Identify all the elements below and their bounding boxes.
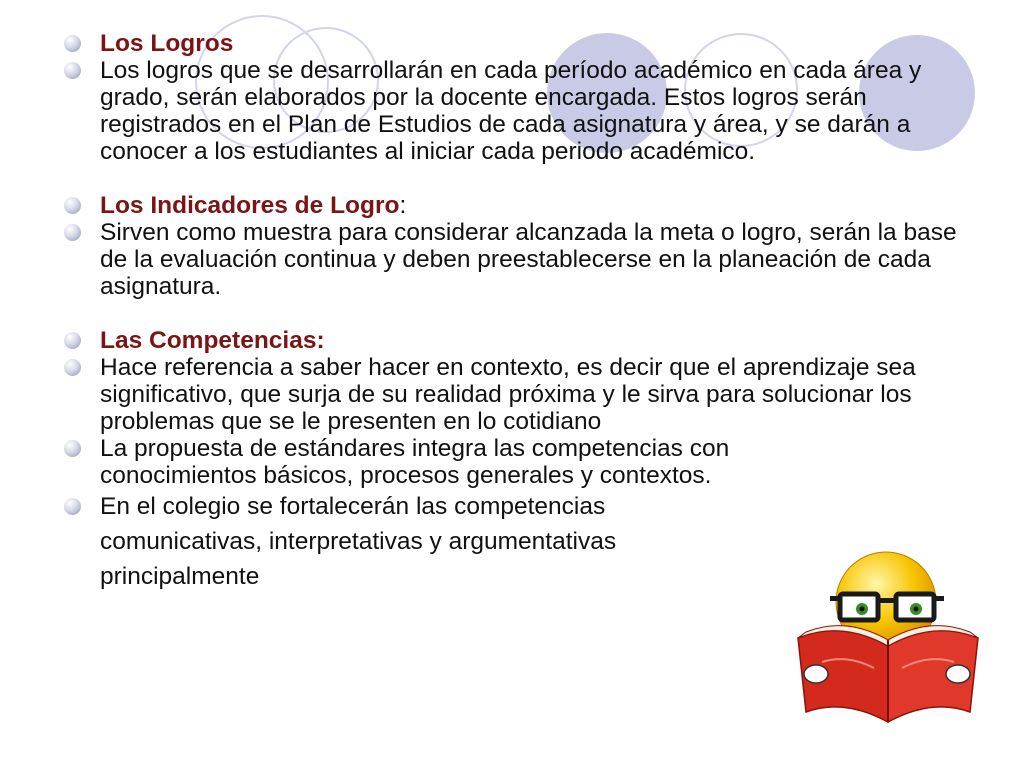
bullet-icon [64,498,81,515]
bullet-icon [64,224,81,241]
paragraph-competencias: Hace referencia a saber hacer en contexto, es decir que el aprendizaje sea significativo, que surja de su realidad próxima y le sirva para solucionar los problemas que se le presenten en lo cotidiano [100,354,916,435]
paragraph-colegio: En el colegio se fortalecerán las competencias comunicativas, interpretativas y argumentativas principalmente [100,493,617,590]
bullet-icon [64,62,81,79]
bullet-icon [64,440,81,457]
heading-competencias: Las Competencias: [100,327,325,354]
heading-colon: : [399,192,407,219]
bullet-icon [64,35,81,52]
bullet-competencias-text [62,354,972,435]
slide-content [62,30,972,594]
paragraph-indicadores: Sirven como muestra para considerar alcanzada la meta o logro, serán la base de la evaluación continua y deben preestablecerse en la planeación de cada asignatura. [100,219,957,300]
bullet-indicadores-text [62,219,972,300]
bullet-competencias [62,327,972,354]
bullet-estandares [62,435,972,489]
bullet-los-logros [62,30,972,57]
paragraph-estandares: La propuesta de estándares integra las competencias con conocimientos básicos, procesos generales y contextos. [100,435,730,489]
paragraph-logros: Los logros que se desarrollarán en cada período académico en cada área y grado, serán elaborados por la docente encargada. Estos logros serán registrados en el Plan de Estudios de cada asignatura y área, y se darán a conocer a los estudiantes al iniciar cada periodo académico. [100,57,922,165]
bullet-logros-text [62,57,972,165]
bullet-indicadores [62,192,972,219]
bullet-icon [64,332,81,349]
heading-los-logros: Los Logros [100,30,234,57]
reading-emoji-icon [792,550,992,725]
bullet-icon [64,197,81,214]
heading-indicadores: Los Indicadores de Logro [100,192,400,219]
bullet-icon [64,359,81,376]
